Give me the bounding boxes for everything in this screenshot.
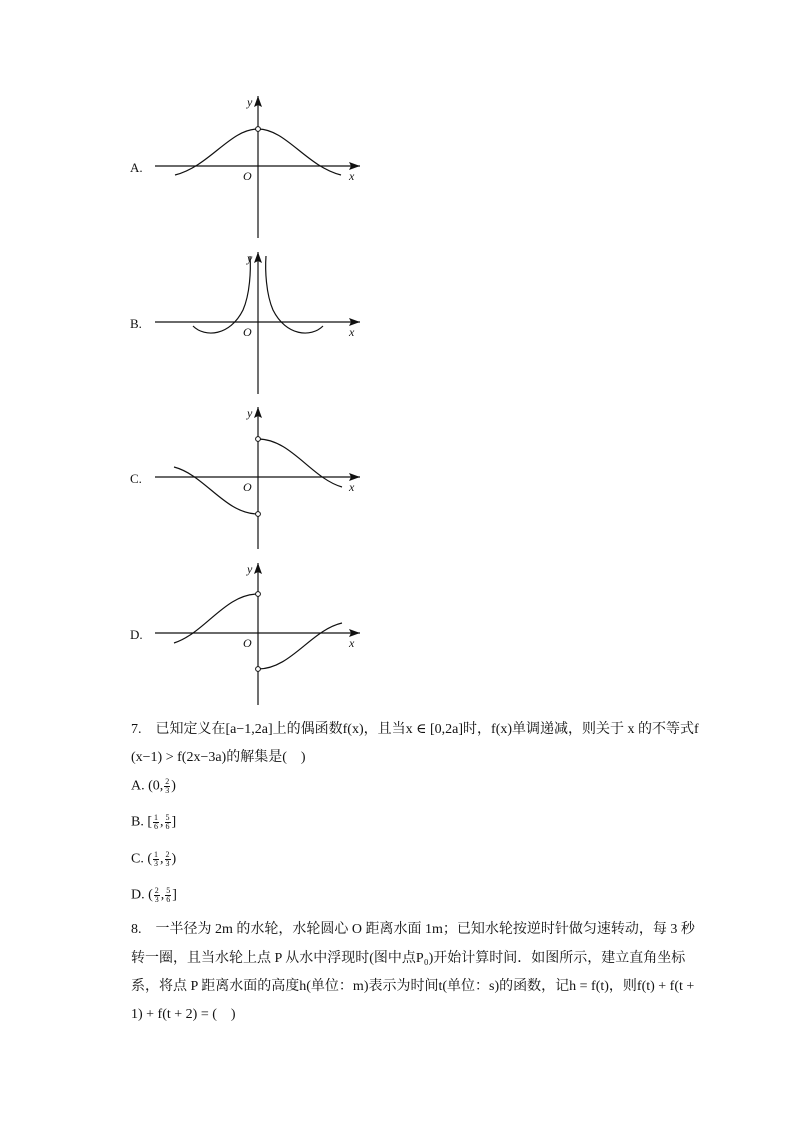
option-c-label: C. bbox=[130, 471, 142, 486]
option-b-label: B. bbox=[130, 316, 142, 331]
fraction: $\frac{5}{6}$ bbox=[166, 886, 171, 904]
q7-answer-c: C. ( $\frac{1}{3}$ , $\frac{2}{3}$ ) bbox=[131, 850, 177, 868]
open-point-bottom bbox=[256, 667, 261, 672]
q7-text-line2: (x−1) > f(2x−3a)的解集是( ) bbox=[131, 750, 306, 765]
option-d-label: D. bbox=[130, 627, 143, 642]
fraction: $\frac{1}{6}$ bbox=[154, 813, 159, 831]
option-a-graph bbox=[150, 92, 370, 242]
q7-answer-a: A. (0, $\frac{2}{3}$ ) bbox=[131, 777, 176, 795]
q7-text-line1: 7. 已知定义在[a−1,2a]上的偶函数f(x)，且当x ∈ [0,2a]时，f(x)单调递减，则关于 x 的不等式f bbox=[131, 722, 699, 737]
origin-label: O bbox=[243, 480, 252, 494]
x-label: x bbox=[349, 636, 355, 650]
q8-text-line3: 系，将点 P 距离水面的高度h(单位：m)表示为时间t(单位：s)的函数，记h = f(t)，则f(t) + f(t + bbox=[131, 979, 695, 994]
open-point-top bbox=[256, 437, 261, 442]
y-label: y bbox=[247, 562, 253, 576]
curve-right bbox=[258, 439, 342, 487]
q8-text-line2: 转一圈，且当水轮上点 P 从水中浮现时(图中点P₀)开始计算时间．如图所示，建立直角坐标 bbox=[131, 951, 686, 966]
y-label: y bbox=[247, 406, 253, 420]
q8-text-line1: 8. 一半径为 2m 的水轮，水轮圆心 O 距离水面 1m；已知水轮按逆时针做匀速转动，每 3 秒 bbox=[131, 922, 695, 937]
open-point bbox=[256, 127, 261, 132]
open-point-top bbox=[256, 592, 261, 597]
x-label: x bbox=[349, 169, 355, 183]
origin-label: O bbox=[243, 325, 252, 339]
fraction: $\frac{2}{3}$ bbox=[165, 777, 170, 795]
y-label: y bbox=[247, 251, 253, 265]
fraction: $\frac{2}{3}$ bbox=[154, 886, 159, 904]
option-b-graph bbox=[150, 248, 370, 398]
y-label: y bbox=[247, 95, 253, 109]
option-a-label: A. bbox=[130, 160, 143, 175]
origin-label: O bbox=[243, 636, 252, 650]
fraction: $\frac{1}{3}$ bbox=[154, 850, 159, 868]
fraction: $\frac{2}{3}$ bbox=[165, 850, 170, 868]
q7-answer-d: D. ( $\frac{2}{3}$ , $\frac{5}{6}$ ] bbox=[131, 886, 177, 904]
origin-label: O bbox=[243, 169, 252, 183]
q7-answer-b: B. [ $\frac{1}{6}$ , $\frac{5}{6}$ ] bbox=[131, 813, 177, 831]
q8-text-line4: 1) + f(t + 2) = ( ) bbox=[131, 1007, 236, 1022]
x-label: x bbox=[349, 325, 355, 339]
fraction: $\frac{5}{6}$ bbox=[165, 813, 170, 831]
x-label: x bbox=[349, 480, 355, 494]
option-d-graph bbox=[150, 559, 370, 709]
open-point-bottom bbox=[256, 512, 261, 517]
option-c-graph bbox=[150, 403, 370, 553]
curve-right bbox=[258, 623, 342, 669]
